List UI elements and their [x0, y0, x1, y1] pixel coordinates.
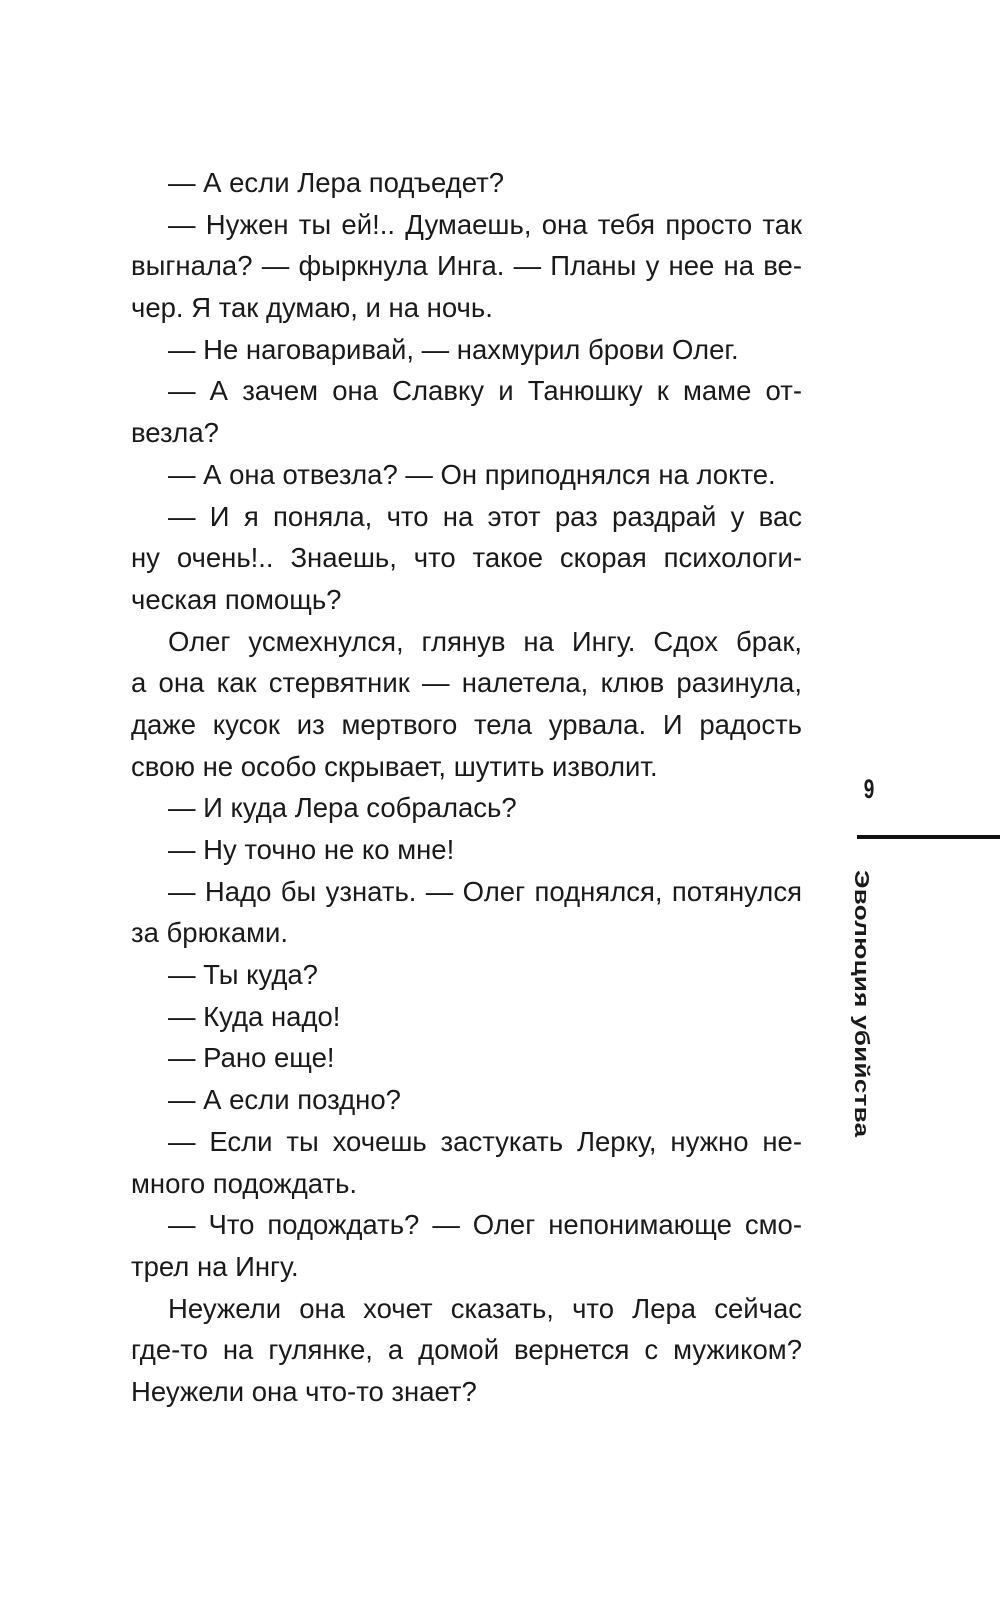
text-line: — А зачем она Славку и Танюшку к маме от-: [168, 375, 802, 407]
page-number: 9: [863, 774, 875, 804]
text-line: свою не особо скрывает, шутить изволит.: [131, 750, 658, 782]
text-line: ну очень!.. Знаешь, что такое скорая психологи-: [131, 542, 802, 574]
text-line: — И куда Лера собралась?: [168, 792, 517, 824]
text-line: — А она отвезла? — Он приподнялся на локте.: [168, 458, 776, 490]
text-line: ческая помощь?: [131, 583, 342, 615]
text-line: трел на Ингу.: [131, 1250, 299, 1282]
body-text: [131, 162, 802, 1413]
running-title: Эволюция убийства: [850, 870, 874, 1138]
text-line: — Если ты хочешь застукать Лерку, нужно не-: [168, 1125, 802, 1157]
text-line: много подождать.: [131, 1167, 358, 1199]
text-line: — А если Лера подъедет?: [168, 167, 505, 198]
text-line: Неужели она что-то знает?: [131, 1375, 477, 1407]
text-line: где-то на гулянке, а домой вернется с мужиком?: [131, 1334, 802, 1366]
text-line: — А если поздно?: [168, 1084, 401, 1116]
text-line: везла?: [131, 417, 219, 449]
text-line: — Нужен ты ей!.. Думаешь, она тебя просто так: [168, 208, 802, 240]
text-line: — Надо бы узнать. — Олег поднялся, потянулся: [168, 875, 802, 907]
text-line: выгнала? — фыркнула Инга. — Планы у нее на ве-: [131, 250, 802, 282]
text-line: — Куда надо!: [168, 1000, 341, 1032]
text-line: — И я поняла, что на этот раз раздрай у вас: [168, 500, 802, 532]
text-line: а она как стервятник — налетела, клюв разинула,: [131, 667, 802, 699]
text-line: Олег усмехнулся, глянув на Ингу. Сдох брак,: [168, 625, 802, 657]
text-line: даже кусок из мертвого тела урвала. И радость: [131, 708, 802, 740]
text-line: — Рано еще!: [168, 1042, 335, 1074]
text-line: чер. Я так думаю, и на ночь.: [131, 292, 493, 324]
text-line: — Не наговаривай, — нахмурил брови Олег.: [168, 333, 739, 365]
text-line: Неужели она хочет сказать, что Лера сейчас: [168, 1292, 802, 1324]
text-line: — Ты куда?: [168, 959, 318, 991]
text-line: — Что подождать? — Олег непонимающе смо-: [168, 1209, 802, 1241]
text-line: за брюками.: [131, 917, 289, 949]
text-line: — Ну точно не ко мне!: [168, 834, 455, 865]
side-rule-divider: [857, 835, 1000, 839]
